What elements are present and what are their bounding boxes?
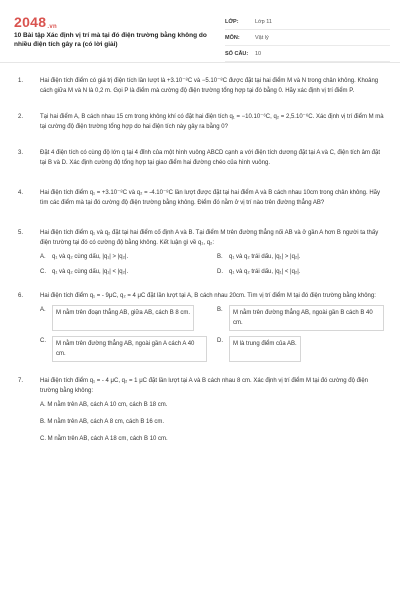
document-title: 10 Bài tập Xác định vị trí mà tại đó điện trường bằng không do nhiều điện tích gây ra (có lời giải)	[14, 32, 207, 48]
answer-option-c[interactable]: C. M nằm trên AB, cách A 18 cm, cách B 10 cm.	[40, 436, 168, 442]
answer-options	[40, 305, 384, 362]
answer-option-d[interactable]	[217, 336, 384, 362]
logo-tld: .vn	[47, 24, 57, 30]
question-text: Đặt 4 điện tích có cùng độ lớn q tại 4 đỉnh của một hình vuông ABCD cạnh a với điện tích dương đặt tại A và C, điện tích âm đặt tại B và D. Xác định cường độ tổng hợp tại giao điểm hai đường chéo của hình vuông.	[40, 150, 381, 166]
option-letter: A.	[40, 254, 46, 260]
document-header	[0, 0, 400, 63]
meta-row-class	[225, 14, 390, 30]
question-number: 5.	[18, 230, 24, 236]
answer-option-a[interactable]	[40, 305, 207, 331]
meta-value: Vật lý	[255, 34, 269, 41]
question-3	[0, 148, 400, 168]
question-text: Hai điện tích điểm q₁ = - 9μC, q₂ = 4 μC đặt lần lượt tại A, B cách nhau 20cm. Tìm vị trí điểm M tại đó điện trường bằng không:	[40, 293, 376, 299]
question-list	[0, 76, 400, 451]
answer-options	[40, 252, 384, 277]
question-number: 6.	[18, 293, 24, 299]
option-letter: C.	[40, 269, 46, 275]
option-letter: C.	[40, 338, 46, 344]
document-meta	[225, 14, 390, 62]
meta-value: 10	[255, 50, 262, 57]
option-text: M nằm trên đoạn thẳng AB, giữa AB, cách B 8 cm.	[52, 305, 194, 331]
meta-row-subject	[225, 30, 390, 46]
meta-row-question-count	[225, 46, 390, 62]
answer-option-b[interactable]: B. M nằm trên AB, cách A 8 cm, cách B 16 cm.	[40, 419, 165, 425]
answer-option-b[interactable]	[217, 252, 384, 262]
meta-value: Lớp 11	[255, 18, 272, 25]
question-text: Hai điện tích điểm có giá trị điện tích lần lượt là +3.10⁻⁸C và −5.10⁻⁸C được đặt tại hai điểm M và N trong chân không. Khoảng cách giữa M và N là 0,2 m. Gọi P là điểm mà cường độ điện trường tổng hợp tại đó bằng 0. Hãy xác định vị trí điểm P.	[40, 78, 379, 94]
option-letter: D.	[217, 338, 223, 344]
question-text: Hai điện tích điểm q₁ = +3.10⁻⁸C và q₂ = -4.10⁻⁸C lần lượt được đặt tại hai điểm A và B cách nhau 10cm trong chân không. Hãy tìm các điểm mà tại đó cường độ điện trường bằng không. Điểm đó nằm ở vị trí nào trên đường thẳng AB?	[40, 190, 381, 206]
answer-option-c[interactable]	[40, 336, 207, 362]
option-letter: D.	[217, 269, 223, 275]
answer-option-a[interactable]	[40, 252, 207, 262]
question-4	[0, 188, 400, 208]
option-text: M nằm trên đường thẳng AB, ngoài gần B cách B 40 cm.	[229, 305, 384, 331]
site-logo[interactable]	[14, 14, 57, 30]
question-number: 7.	[18, 378, 24, 384]
answer-option-c[interactable]	[40, 267, 207, 277]
question-number: 1.	[18, 78, 24, 84]
question-6	[0, 291, 400, 362]
answer-option-a[interactable]: A. M nằm trên AB, cách A 10 cm, cách B 18 cm.	[40, 402, 168, 408]
answer-option-d[interactable]	[217, 267, 384, 277]
question-1	[0, 76, 400, 96]
option-text: q₁ và q₂ cùng dấu, |q₁| > |q₂|.	[52, 254, 129, 260]
question-text: Tại hai điểm A, B cách nhau 15 cm trong không khí có đặt hai điện tích q₁ = −10.10⁻⁶C, q₂ = 2,5.10⁻⁶C. Xác định vị trí điểm M mà tại cường độ điện trường tổng hợp do hai điện tích này gây ra bằng 0?	[40, 114, 384, 130]
question-text: Hai điện tích điểm q₁ = - 4 μC, q₂ = 1 μC đặt lần lượt tại A và B cách nhau 8 cm. Xác định vị trí điểm M tại đó cường độ điện trường bằng không:	[40, 378, 368, 394]
question-number: 3.	[18, 150, 24, 156]
meta-label: LỚP:	[225, 18, 239, 25]
option-text: M là trung điểm của AB.	[229, 336, 301, 362]
option-text: q₁ và q₂ cùng dấu, |q₁| < |q₂|.	[52, 269, 129, 275]
question-text: Hai điện tích điểm q₁ và q₂ đặt tại hai điểm cố định A và B. Tại điểm M trên đường thẳng nối AB và ở gần A hơn B người ta thấy điện trường tại đó có cường độ bằng không. Kết luận gì về q₁, q₂:	[40, 230, 379, 246]
option-text: M nằm trên đường thẳng AB, ngoài gần A cách A 40 cm.	[52, 336, 207, 362]
question-2	[0, 112, 400, 132]
answer-option-b[interactable]	[217, 305, 384, 331]
meta-label: MÔN:	[225, 34, 240, 41]
option-letter: A.	[40, 307, 46, 313]
question-number: 4.	[18, 190, 24, 196]
answer-options	[40, 400, 384, 444]
option-letter: B.	[217, 254, 223, 260]
question-7	[0, 376, 400, 444]
question-5	[0, 228, 400, 277]
option-text: q₁ và q₂ trái dấu, |q₁| > |q₂|.	[229, 254, 301, 260]
question-number: 2.	[18, 114, 24, 120]
logo-text: 2048	[14, 14, 47, 30]
meta-label: SỐ CÂU:	[225, 50, 249, 57]
option-text: q₁ và q₂ trái dấu, |q₁| < |q₂|.	[229, 269, 301, 275]
option-letter: B.	[217, 307, 223, 313]
